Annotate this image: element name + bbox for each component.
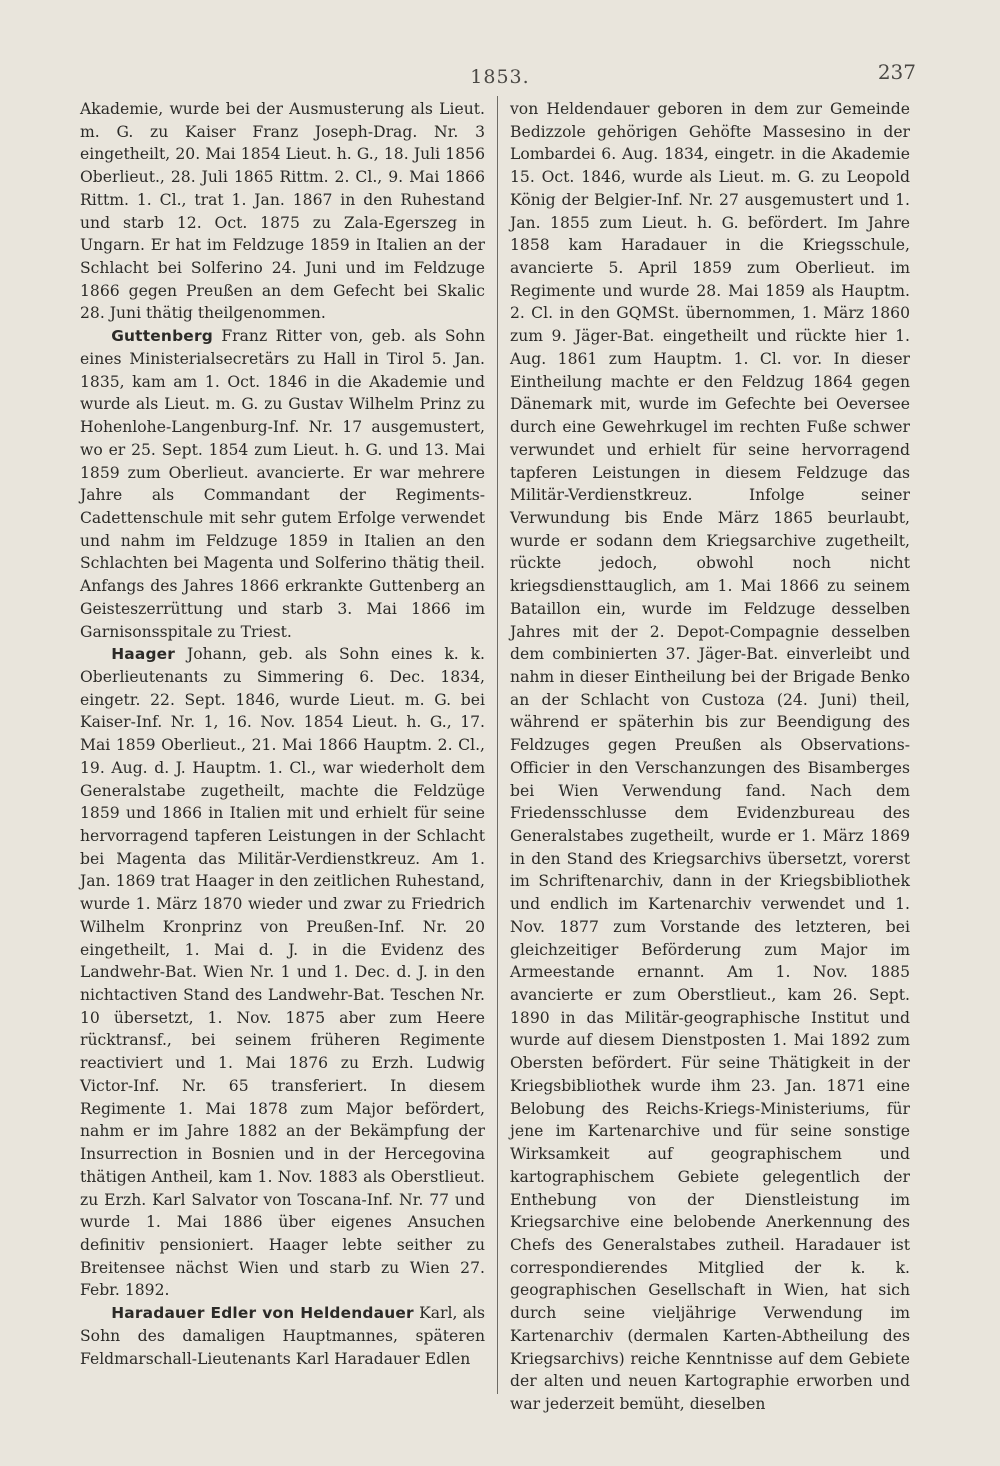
running-header-year: 1853.: [470, 66, 530, 88]
entry-text: Franz Ritter von, geb. als Sohn eines Ministerialsecretärs zu Hall in Tirol 5. Jan. 1835, kam am 1. Oct. 1846 in die Akademie und wurde als Lieut. m. G. zu Gustav Wilhelm Prinz zu Hohenlohe-Langenburg-Inf. Nr. 17 ausgemustert, wo er 25. Sept. 1854 zum Lieut. h. G. und 13. Mai 1859 zum Oberlieut. avancierte. Er war mehrere Jahre als Commandant der Regiments-Cadettenschule mit sehr gutem Erfolge verwendet und nahm im Feldzuge 1859 in Italien an den Schlachten bei Magenta und Solferino thätig theil. Anfangs des Jahres 1866 erkrankte Guttenberg an Geisteszerrüttung und starb 3. Mai 1866 im Garnisonsspitale zu Triest.: [80, 327, 485, 641]
left-text-column: [80, 98, 485, 1398]
biography-entry-haager: [80, 643, 485, 1302]
entry-text: Johann, geb. als Sohn eines k. k. Oberlieutenants zu Simmering 6. Dec. 1834, eingetr. 22. Sept. 1846, wurde Lieut. m. G. bei Kaiser-Inf. Nr. 1, 16. Nov. 1854 Lieut. h. G., 17. Mai 1859 Oberlieut., 21. Mai 1866 Hauptm. 2. Cl., 19. Aug. d. J. Hauptm. 1. Cl., war wiederholt dem Generalstabe zugetheilt, machte die Feldzüge 1859 und 1866 in Italien mit und erhielt für seine hervorragend tapferen Leistungen in der Schlacht bei Magenta das Militär-Verdienstkreuz. Am 1. Jan. 1869 trat Haager in den zeitlichen Ruhestand, wurde 1. März 1870 wieder und zwar zu Friedrich Wilhelm Kronprinz von Preußen-Inf. Nr. 20 eingetheilt, 1. Mai d. J. in die Evidenz des Landwehr-Bat. Wien Nr. 1 und 1. Dec. d. J. in den nichtactiven Stand des Landwehr-Bat. Teschen Nr. 10 übersetzt, 1. Nov. 1875 aber zum Heere rücktransf., bei seinem früheren Regimente reactiviert und 1. Mai 1876 zu Erzh. Ludwig Victor-Inf. Nr. 65 transferiert. In diesem Regimente 1. Mai 1878 zum Major befördert, nahm er im Jahre 1882 an der Bekämpfung der Insurrection in Bosnien und in der Hercegovina thätigen Antheil, kam 1. Nov. 1883 als Oberstlieut. zu Erzh. Karl Salvator von Toscana-Inf. Nr. 77 und wurde 1. Mai 1886 über eigenes Ansuchen definitiv pensioniert. Haager lebte seither zu Breitensee nächst Wien und starb zu Wien 27. Febr. 1892.: [80, 645, 485, 1300]
entry-name: Haradauer Edler von Heldendauer: [111, 1304, 414, 1323]
biography-entry-guttenberg: [80, 325, 485, 643]
continued-entry-text: von Heldendauer geboren in dem zur Gemeinde Bedizzole gehörigen Gehöfte Massesino in der Lombardei 6. Aug. 1834, eingetr. in die Akademie 15. Oct. 1846, wurde als Lieut. m. G. zu Leopold König der Belgier-Inf. Nr. 27 ausgemustert und 1. Jan. 1855 zum Lieut. h. G. befördert. Im Jahre 1858 kam Haradauer in die Kriegsschule, avancierte 5. April 1859 zum Oberlieut. im Regimente und wurde 28. Mai 1859 als Hauptm. 2. Cl. in den GQMSt. übernommen, 1. März 1860 zum 9. Jäger-Bat. eingetheilt und rückte hier 1. Aug. 1861 zum Hauptm. 1. Cl. vor. In dieser Eintheilung machte er den Feldzug 1864 gegen Dänemark mit, wurde im Gefechte bei Oeversee durch eine Gewehrkugel im rechten Fuße schwer verwundet und erhielt für seine hervorragend tapferen Leistungen in diesem Feldzuge das Militär-Verdienstkreuz. Infolge seiner Verwundung bis Ende März 1865 beurlaubt, wurde er sodann dem Kriegsarchive zugetheilt, rückte jedoch, obwohl noch nicht kriegsdiensttauglich, am 1. Mai 1866 zu seinem Bataillon ein, wurde im Feldzuge desselben Jahres mit der 2. Depot-Compagnie desselben dem combinierten 37. Jäger-Bat. einverleibt und nahm in dieser Eintheilung bei der Brigade Benko an der Schlacht von Custoza (24. Juni) theil, während er späterhin bis zur Beendigung des Feldzuges gegen Preußen als Observations-Officier in den Verschanzungen des Bisamberges bei Wien Verwendung fand. Nach dem Friedensschlusse dem Evidenzbureau des Generalstabes zugetheilt, wurde er 1. März 1869 in den Stand des Kriegsarchivs übersetzt, vorerst im Schriftenarchiv, dann in der Kriegsbibliothek und endlich im Kartenarchiv verwendet und 1. Nov. 1877 zum Vorstande des letzteren, bei gleichzeitiger Beförderung zum Major im Armeestande ernannt. Am 1. Nov. 1885 avancierte er zum Oberstlieut., kam 26. Sept. 1890 in das Militär-geographische Institut und wurde auf diesem Dienstposten 1. Mai 1892 zum Obersten befördert. Für seine Thätigkeit in der Kriegsbibliothek wurde ihm 23. Jan. 1871 eine Belobung des Reichs-Kriegs-Ministeriums, für jene im Kartenarchive und für seine sonstige Wirksamkeit auf geographischem und kartographischem Gebiete gelegentlich der Enthebung von der Dienstleistung im Kriegsarchive eine belobende Anerkennung des Chefs des Generalstabes zutheil. Haradauer ist correspondierendes Mitglied der k. k. geographischen Gesellschaft in Wien, hat sich durch seine vieljährige Verwendung im Kartenarchiv (dermalen Karten-Abtheilung des Kriegsarchivs) reiche Kenntnisse auf dem Gebiete der alten und neuen Kartographie erworben und war jederzeit bemüht, dieselben: [510, 100, 910, 1413]
entry-name: Haager: [111, 645, 176, 664]
right-text-column: [510, 98, 910, 1413]
continued-entry-text: Akademie, wurde bei der Ausmusterung als Lieut. m. G. zu Kaiser Franz Joseph-Drag. Nr. 3 eingetheilt, 20. Mai 1854 Lieut. h. G., 18. Juli 1856 Oberlieut., 28. Juli 1865 Rittm. 2. Cl., 9. Mai 1866 Rittm. 1. Cl., trat 1. Jan. 1867 in den Ruhestand und starb 12. Oct. 1875 zu Zala-Egerszeg in Ungarn. Er hat im Feldzuge 1859 in Italien an der Schlacht bei Solferino 24. Juni und im Feldzuge 1866 gegen Preußen an dem Gefecht bei Skalic 28. Juni thätig theilgenommen.: [80, 100, 485, 323]
entry-name: Guttenberg: [111, 327, 213, 346]
biography-entry-haradauer: [80, 1302, 485, 1370]
page-number: 237: [877, 60, 916, 84]
entry-text: Karl, als Sohn des damaligen Hauptmannes, späteren Feldmarschall-Lieutenants Karl Haradauer Edlen: [80, 1304, 485, 1368]
column-divider: [497, 96, 498, 1394]
